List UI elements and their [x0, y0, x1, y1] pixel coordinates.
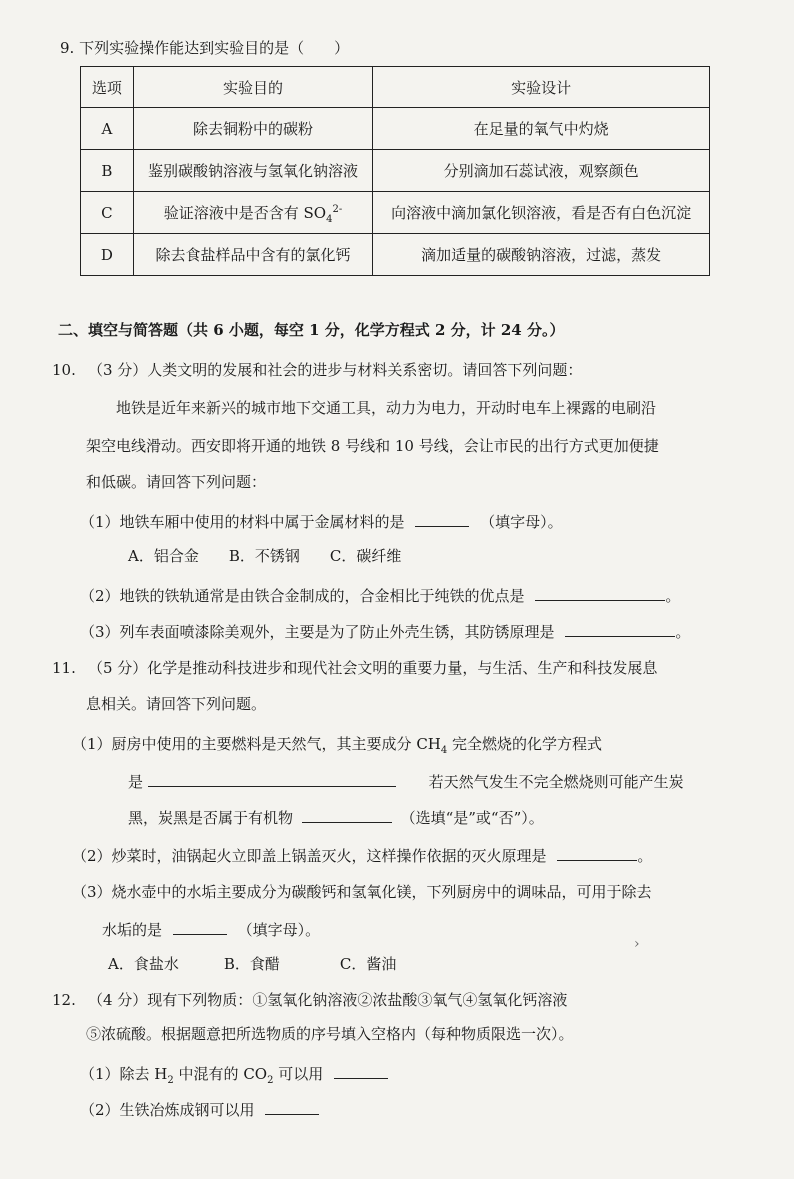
- hydrogen-subscript: 2: [167, 1075, 174, 1086]
- equation-blank[interactable]: [148, 770, 396, 787]
- sulfate-charge: 2-: [332, 204, 343, 215]
- table-row: [81, 150, 710, 192]
- q11-sub1-line2-tail: 若天然气发生不完全燃烧则可能产生炭: [428, 773, 684, 791]
- period: 。: [675, 623, 691, 641]
- co2-subscript: 2: [267, 1075, 274, 1086]
- q11-sub1-shi: 是: [128, 773, 144, 791]
- goal-text: 验证溶液中是否含有 SO: [163, 204, 327, 222]
- q11-sub1-line3-text: 黑，炭黑是否属于有机物: [128, 809, 294, 827]
- answer-blank[interactable]: [173, 918, 227, 935]
- table-header-row: [81, 67, 710, 108]
- answer-blank[interactable]: [265, 1098, 319, 1115]
- goal-cell: 鉴别碳酸钠溶液与氢氧化钠溶液: [133, 150, 373, 192]
- goal-cell: [133, 192, 373, 234]
- q11-sub1-line3-tail: （选填“是”或“否”）。: [400, 809, 544, 827]
- answer-blank[interactable]: [302, 806, 392, 823]
- goal-cell: 除去食盐样品中含有的氯化钙: [133, 234, 373, 276]
- q12-sub2: [80, 1098, 319, 1120]
- table-row: [81, 234, 710, 276]
- q9-stem: 9. 下列实验操作能达到实验目的是（ ）: [60, 39, 350, 57]
- q10-sub3-text: （3）列车表面喷漆除美观外，主要是为了防止外壳生锈，其防锈原理是: [80, 623, 555, 641]
- q11-sub1-line1: [72, 734, 602, 754]
- period: 。: [637, 847, 653, 865]
- option-cell: C: [81, 192, 134, 234]
- q11-sub1-text: （1）厨房中使用的主要燃料是天然气，其主要成分 CH: [72, 735, 441, 753]
- q11-sub2: [72, 844, 652, 866]
- q11-sub1-line3: [128, 806, 544, 828]
- q12-sub1-mid: 中混有的 CO: [173, 1065, 268, 1083]
- scan-mark: ›: [634, 936, 640, 952]
- q12-number: 12.: [52, 991, 76, 1009]
- q11-sub3-line2: [102, 918, 320, 940]
- q10-sub2: [80, 584, 680, 606]
- q12-sub1: [80, 1062, 388, 1084]
- header-option: 选项: [81, 67, 134, 108]
- design-cell: 分别滴加石蕊试液，观察颜色: [373, 150, 710, 192]
- q10-paragraph-line1: 地铁是近年来新兴的城市地下交通工具，动力为电力，开动时电车上裸露的电刷沿: [116, 399, 657, 417]
- methane-subscript: 4: [440, 745, 448, 756]
- answer-blank[interactable]: [535, 584, 665, 601]
- q12-sub1-text: （1）除去 H: [80, 1065, 168, 1083]
- section-heading: 二、填空与简答题（共 6 小题，每空 1 分，化学方程式 2 分，计 24 分。）: [58, 321, 565, 339]
- q10-sub1: [80, 510, 563, 532]
- sulfate-subscript: 4: [326, 214, 333, 225]
- q11-sub3-tail: （填字母）。: [237, 921, 321, 939]
- answer-blank[interactable]: [334, 1062, 388, 1079]
- option-cell: A: [81, 108, 134, 150]
- q12-sub1-tail: 可以用: [273, 1065, 324, 1083]
- design-cell: 滴加适量的碳酸钠溶液，过滤，蒸发: [373, 234, 710, 276]
- table-row: [81, 192, 710, 234]
- table-row: [81, 108, 710, 150]
- q12-intro-line1: （4 分）现有下列物质：①氢氧化钠溶液②浓盐酸③氧气④氢氧化钙溶液: [88, 991, 568, 1009]
- design-cell: 向溶液中滴加氯化钡溶液，看是否有白色沉淀: [373, 192, 710, 234]
- q11-intro-line1: （5 分）化学是推动科技进步和现代社会文明的重要力量，与生活、生产和科技发展息: [88, 659, 658, 677]
- q10-sub1-text: （1）地铁车厢中使用的材料中属于金属材料的是: [80, 513, 405, 531]
- answer-blank[interactable]: [415, 510, 469, 527]
- q11-sub3-text: 水垢的是: [102, 921, 163, 939]
- q10-intro: （3 分）人类文明的发展和社会的进步与材料关系密切。请回答下列问题：: [88, 361, 583, 379]
- q11-sub1-tail: 完全燃烧的化学方程式: [447, 735, 603, 753]
- q12-intro-line2: ⑤浓硫酸。根据题意把所选物质的序号填入空格内（每种物质限选一次）。: [86, 1025, 574, 1043]
- q10-number: 10.: [52, 361, 76, 379]
- q10-sub1-options: A．铝合金 B．不锈钢 C．碳纤维: [128, 547, 402, 565]
- answer-blank[interactable]: [557, 844, 637, 861]
- q11-sub3-line1: （3）烧水壶中的水垢主要成分为碳酸钙和氢氧化镁，下列厨房中的调味品，可用于除去: [72, 883, 652, 901]
- goal-cell: 除去铜粉中的碳粉: [133, 108, 373, 150]
- answer-blank[interactable]: [565, 620, 675, 637]
- option-cell: B: [81, 150, 134, 192]
- q10-sub3: [80, 620, 690, 642]
- q12-sub2-text: （2）生铁冶炼成钢可以用: [80, 1101, 255, 1119]
- q10-paragraph-line3: 和低碳。请回答下列问题：: [86, 473, 267, 491]
- q10-sub1-tail: （填字母）。: [480, 513, 563, 531]
- period: 。: [665, 587, 681, 605]
- q10-sub2-text: （2）地铁的铁轨通常是由铁合金制成的，合金相比于纯铁的优点是: [80, 587, 525, 605]
- header-design: 实验设计: [373, 67, 710, 108]
- q9-table: [80, 66, 710, 276]
- design-cell: 在足量的氧气中灼烧: [373, 108, 710, 150]
- q11-intro-line2: 息相关。请回答下列问题。: [86, 695, 267, 713]
- q11-sub3-options: A．食盐水 B．食醋 C．酱油: [108, 955, 397, 973]
- q10-paragraph-line2: 架空电线滑动。西安即将开通的地铁 8 号线和 10 号线，会让市民的出行方式更加便捷: [86, 437, 659, 455]
- q11-sub1-line2: [128, 770, 684, 792]
- q11-number: 11.: [52, 659, 76, 677]
- q11-sub2-text: （2）炒菜时，油锅起火立即盖上锅盖灭火，这样操作依据的灭火原理是: [72, 847, 547, 865]
- option-cell: D: [81, 234, 134, 276]
- header-goal: 实验目的: [133, 67, 373, 108]
